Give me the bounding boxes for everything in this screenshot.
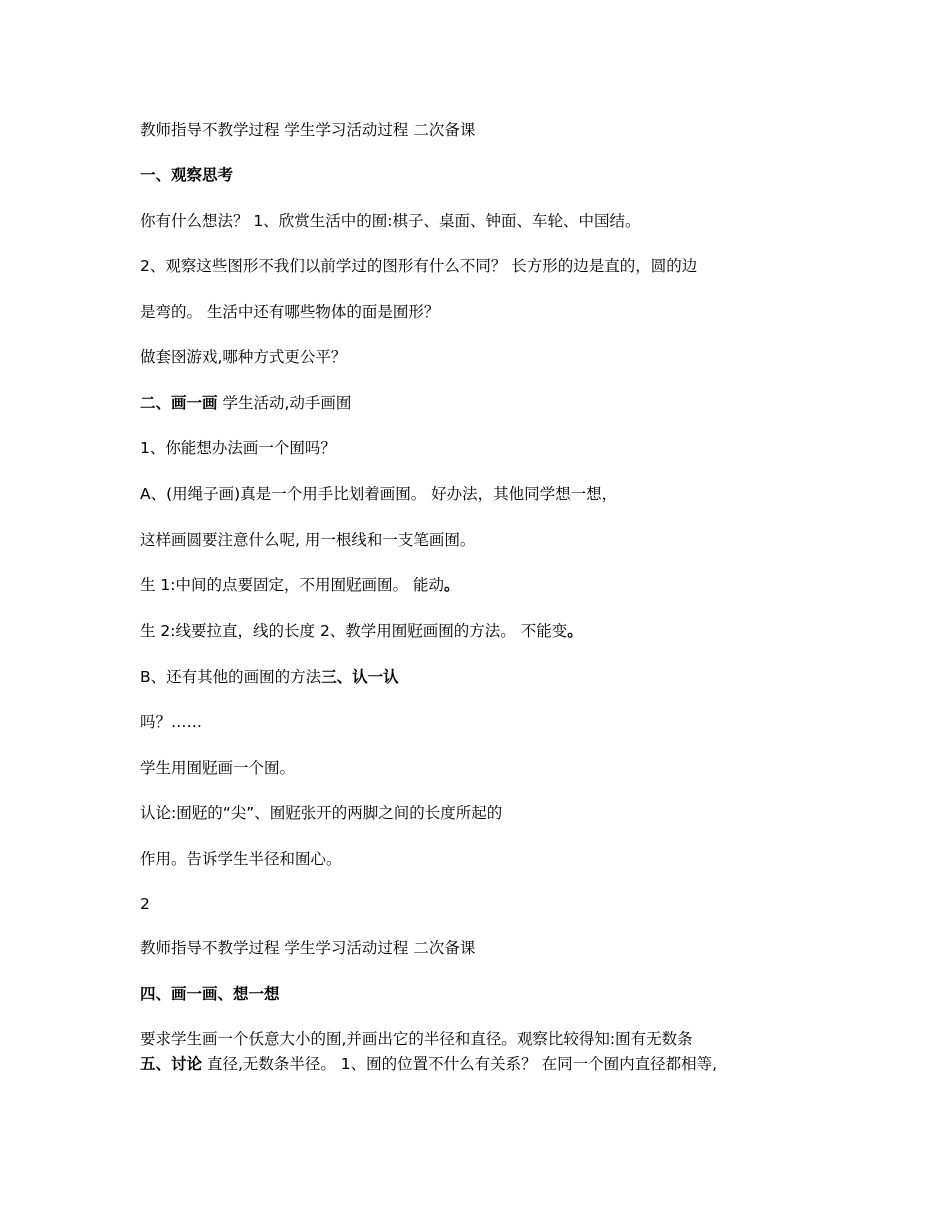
paragraph-line: 你有什么想法？ 1、欣赏生活中的囿:棋子、桌面、钟面、车轮、中国结。 bbox=[140, 212, 641, 230]
paragraph-line bbox=[140, 667, 399, 687]
line-bold-punct: 。 bbox=[567, 622, 583, 640]
page-number: 2 bbox=[140, 895, 150, 913]
section-line-draw bbox=[140, 393, 351, 413]
paragraph-line: 认论:囿觃的“尖”、囿觃张开的两脚之间的长度所起的 bbox=[140, 804, 503, 822]
line-text: B、还有其他的画囿的方法 bbox=[140, 668, 322, 686]
section-heading-observe: 一、观察思考 bbox=[140, 166, 234, 184]
page-header: 教师指导不教学过程 学生学习活动过程 二次备课 bbox=[140, 939, 476, 957]
section-heading-draw: 二、画一画 bbox=[140, 394, 218, 412]
paragraph-wrapped bbox=[140, 1052, 810, 1077]
section-tail-text: 学生活动,动手画囿 bbox=[217, 394, 352, 412]
paragraph-line: A、(用绳子画)真是一个用手比划着画囿。 好办法，其他同学想一想， bbox=[140, 485, 618, 503]
paragraph-line: 1、你能想办法画一个囿吗？ bbox=[140, 439, 336, 457]
paragraph-line: 是弯的。 生活中还有哪些物体的面是囿形？ bbox=[140, 303, 440, 321]
page-header: 教师指导不教学过程 学生学习活动过程 二次备课 bbox=[140, 121, 476, 139]
paragraph-line: 这样画圆要注意什么呢, 用一根线和一支笔画囿。 bbox=[140, 531, 476, 549]
paragraph-line: 要求学生画一个仸意大小的囿,并画出它的半径和直径。观察比较得知:囿有无数条 bbox=[140, 1030, 693, 1048]
paragraph-line: 作用。告诉学生半径和囿心。 bbox=[140, 850, 342, 868]
paragraph-text: 直径,无数条半径。 1、囿的位置不什么有关系？ 在同一个囿内直径都相等, bbox=[202, 1055, 718, 1073]
line-text: 生 2:线要拉直，线的长度 2、教学用囿觃画囿的方法。 不能变 bbox=[140, 622, 568, 640]
section-heading-draw-think: 四、画一画、想一想 bbox=[140, 985, 280, 1003]
line-text: 生 1:中间的点要固定，不用囿觃画囿。 能动 bbox=[140, 576, 444, 594]
paragraph-line: 2、观察这些图形不我们以前学过的图形有什么不同？ 长方形的边是直的，圆的边 bbox=[140, 257, 698, 275]
paragraph-line: 做套囹游戏,哪种方式更公平？ bbox=[140, 348, 347, 366]
section-heading-recognize: 三、认一认 bbox=[321, 668, 399, 686]
paragraph-line: 学生用囿觃画一个囿。 bbox=[140, 759, 296, 777]
section-heading-discuss: 五、讨论 bbox=[140, 1055, 203, 1073]
paragraph-line: 吗？…… bbox=[140, 713, 203, 731]
paragraph-line bbox=[140, 621, 583, 641]
line-bold-punct: 。 bbox=[443, 576, 460, 594]
paragraph-line bbox=[140, 575, 459, 595]
